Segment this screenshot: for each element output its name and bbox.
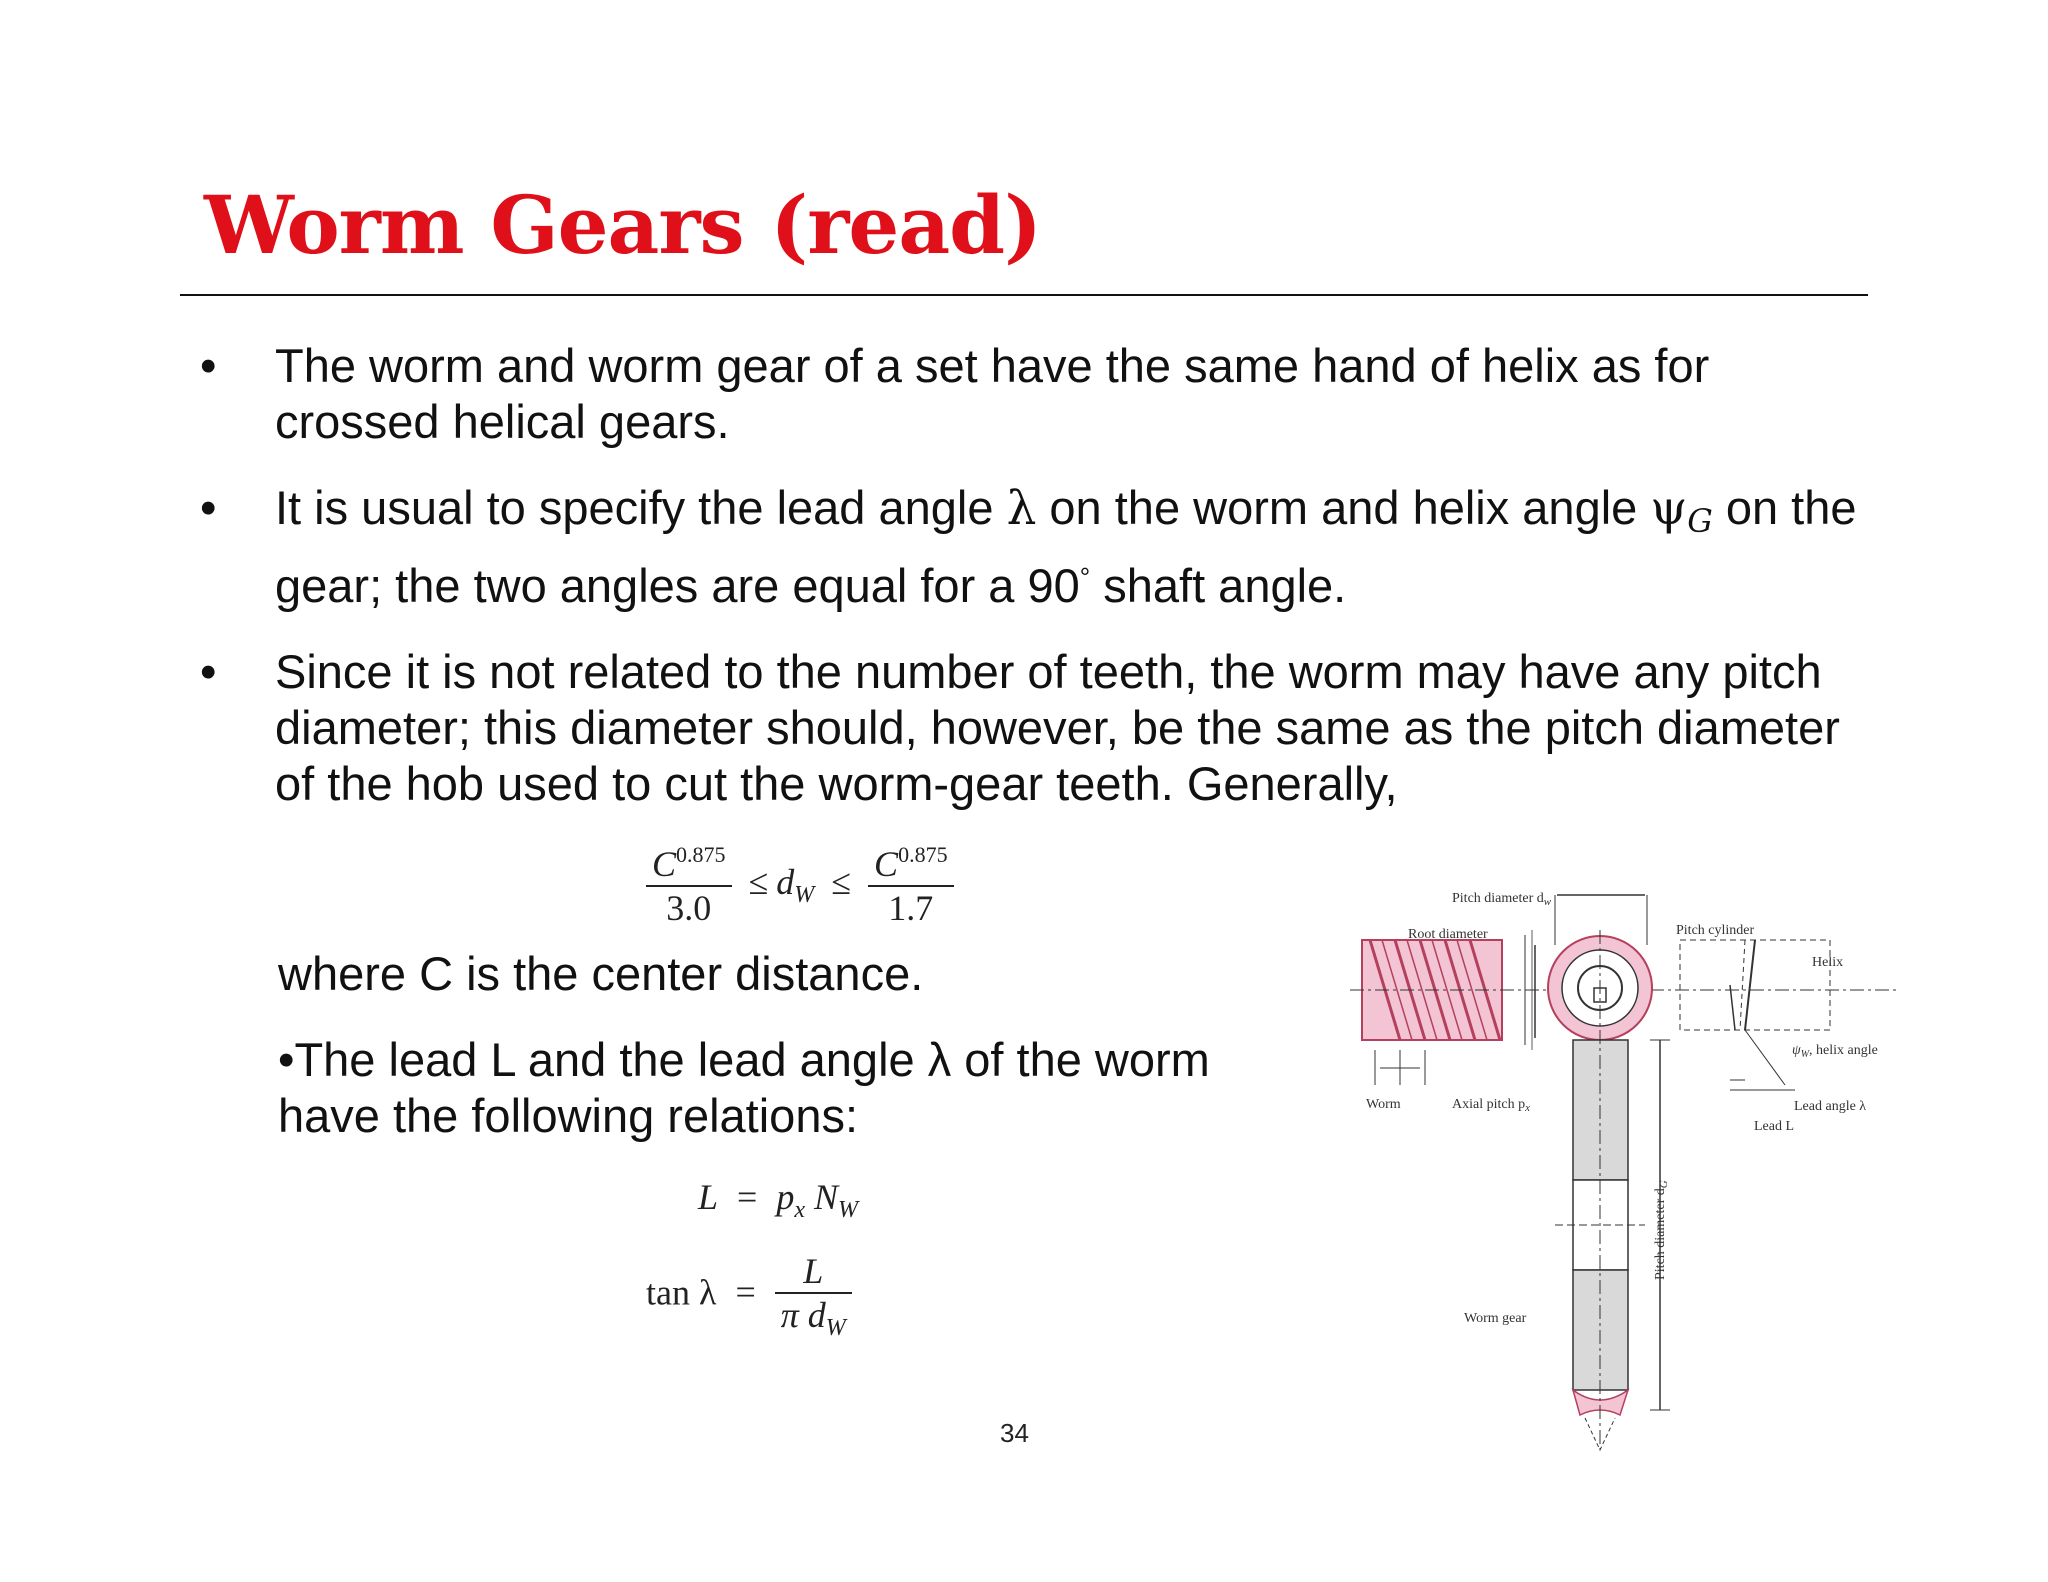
bullet-2-text-d: shaft angle. [1090,559,1347,612]
label-helix: Helix [1812,955,1844,970]
psi-symbol: ψ [1650,481,1688,536]
equation-lead-angle: tan λ = $\frac{L}{\pi d_W}$ [646,1250,852,1342]
bullet-2-text-b: on the worm and helix angle [1036,481,1651,534]
leq-symbol: ≤ [748,861,769,902]
fraction-right: $\frac{C^{0.875}}{1.7}$ [868,842,954,929]
where-text: where C is the center distance. [278,947,924,1000]
bullet-3 [200,644,1880,812]
page-number: 34 [1000,1418,1029,1448]
bullet-list [200,338,1880,842]
leq-symbol: ≤ [831,861,852,902]
label-helix-angle: $\psi_W$, helix angle [1792,1043,1878,1060]
degree-symbol: ° [1079,562,1091,592]
lambda-symbol: λ [1006,481,1037,536]
label-worm: Worm [1366,1097,1401,1112]
fraction-left: $\frac{C^{0.875}}{3.0}$ [646,842,732,929]
label-lead: Lead L [1754,1119,1795,1134]
equation-lead: $L = p_x$ $N_W$ [698,1177,859,1223]
equation-pitch-diameter-range: $\frac{C^{0.875}}{3.0}$ ≤ $d_W$ ≤ $\frac{C^{0.875}}{1.7}$ [646,842,954,929]
label-pitch-diameter-dw: Pitch diameter $d_w$ [1452,891,1552,908]
bullet-dot: • [200,481,217,534]
label-root-diameter: Root diameter [1408,927,1488,942]
bullet-dot: • [200,339,217,392]
label-pitch-diameter-dg: Pitch diameter $d_G$ [1653,1180,1670,1280]
title-divider [180,294,1868,296]
worm-gear-body [1548,930,1652,1450]
dw-symbol: d [776,861,795,902]
bullet-1 [200,338,1880,450]
bullet-3-text: Since it is not related to the number of teeth, the worm may have any pitch diameter; this diameter should, however, be the same as the pitch diameter of the hob used to cut the worm-gear teeth. Generally, [275,645,1840,810]
worm-gear-diagram [1350,840,1910,1460]
bullet-2-text-c: on the gear; the two angles are equal for a 90 [275,481,1857,612]
bullet-2-text-a: It is usual to specify the lead angle [275,481,1007,534]
slide-title: Worm Gears (read) [204,178,1041,272]
bullet-1-text: The worm and worm gear of a set have the same hand of helix as for crossed helical gears. [275,339,1710,448]
bullet-2 [200,480,1880,614]
lead-relation-line-2: have the following relations: [278,1089,859,1142]
pitch-cylinder [1680,940,1830,1090]
label-axial-pitch: Axial pitch $p_x$ [1452,1097,1530,1114]
bullet-dot: • [200,645,217,698]
label-pitch-cylinder: Pitch cylinder [1676,923,1755,938]
label-lead-angle: Lead angle λ [1794,1099,1867,1114]
fraction-lead-angle: $\frac{L}{\pi d_W}$ [775,1250,852,1342]
lead-relation-line-1: •The lead L and the lead angle λ of the worm [278,1033,1210,1086]
psi-subscript: G [1687,502,1713,540]
label-worm-gear: Worm gear [1464,1311,1527,1326]
